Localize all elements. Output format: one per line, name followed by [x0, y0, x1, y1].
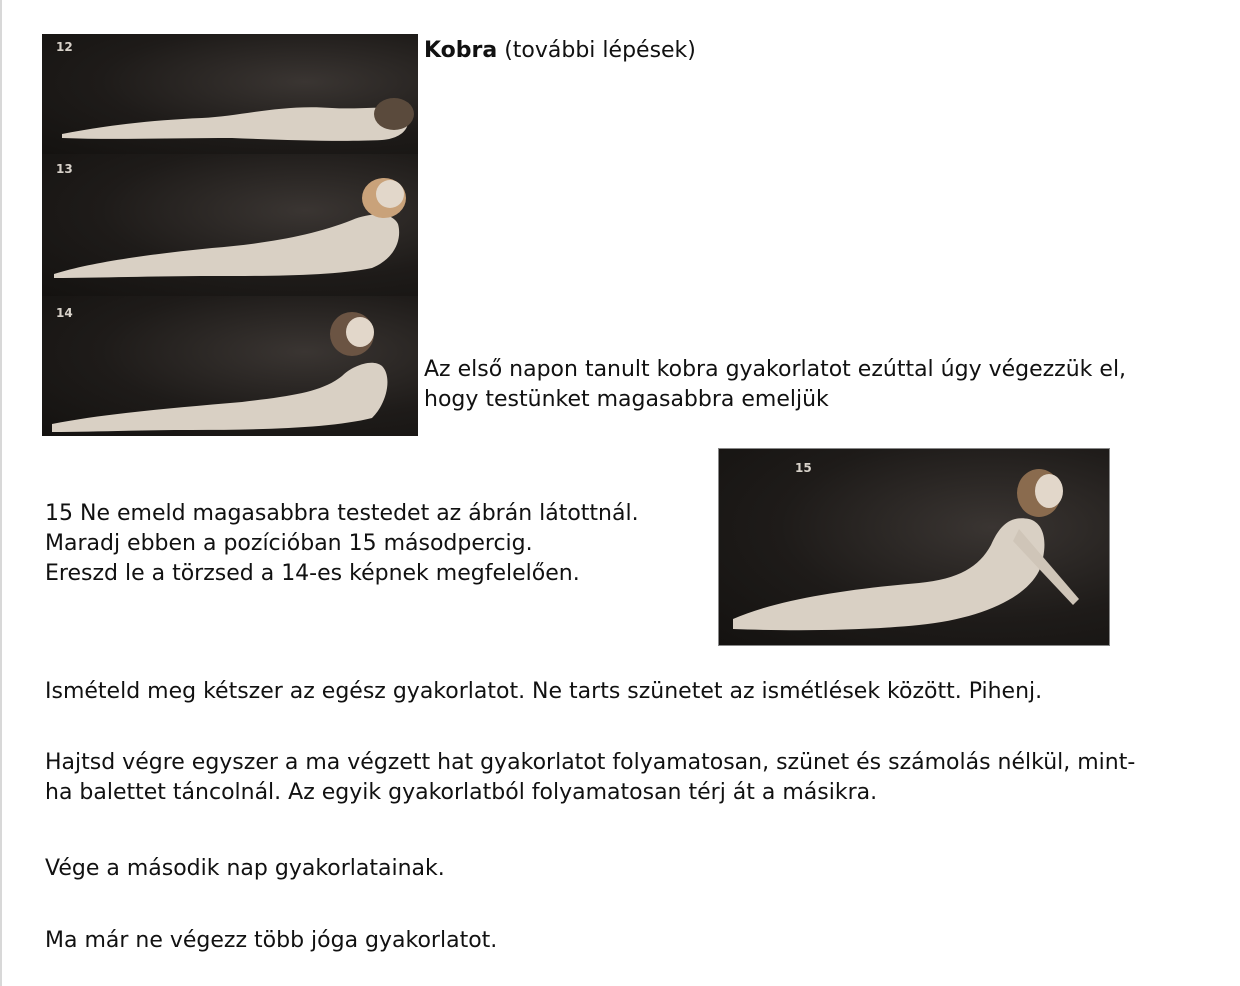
step-15-instructions — [45, 499, 639, 589]
page-edge — [0, 0, 2, 986]
figure-prone-flat — [42, 34, 418, 154]
photo-cobra-step-13 — [42, 154, 418, 296]
photo-number-14: 14 — [56, 306, 73, 320]
intro-paragraph — [424, 355, 1126, 415]
photo-cobra-step-15 — [718, 448, 1110, 646]
figure-head-raised — [42, 154, 418, 296]
step-15-line: 15 Ne emeld magasabbra testedet az ábrán látottnál. — [45, 501, 639, 526]
repeat-paragraph: Ismételd meg kétszer az egész gyakorlatot. Ne tarts szünetet az ismétlések között. Pihenj. — [45, 679, 1043, 704]
title-bold: Kobra — [424, 38, 498, 63]
step-15-line: Maradj ebben a pozícióban 15 másodpercig. — [45, 531, 533, 556]
photo-cobra-step-12 — [42, 34, 418, 154]
end-paragraph: Vége a második nap gyakorlatainak. — [45, 856, 445, 881]
sequence-line: ha balettet táncolnál. Az egyik gyakorlatból folyamatosan térj át a másikra. — [45, 780, 878, 805]
final-paragraph: Ma már ne végezz több jóga gyakorlatot. — [45, 928, 498, 953]
photo-number-13: 13 — [56, 162, 73, 176]
step-15-line: Ereszd le a törzsed a 14-es képnek megfelelően. — [45, 561, 580, 586]
intro-line: Az első napon tanult kobra gyakorlatot ezúttal úgy végezzük el, — [424, 357, 1127, 382]
title-subtitle: (további lépések) — [497, 38, 696, 63]
intro-line: hogy testünket magasabbra emeljük — [424, 387, 829, 412]
sequence-line: Hajtsd végre egyszer a ma végzett hat gyakorlatot folyamatosan, szünet és számolás nélkül, mint- — [45, 750, 1136, 775]
figure-chest-raised — [42, 296, 418, 436]
section-title — [424, 36, 696, 66]
photo-cobra-step-14 — [42, 296, 418, 436]
photo-number-12: 12 — [56, 40, 73, 54]
figure-full-cobra — [719, 449, 1109, 645]
sequence-paragraph — [45, 748, 1135, 808]
photo-number-15: 15 — [795, 461, 812, 475]
